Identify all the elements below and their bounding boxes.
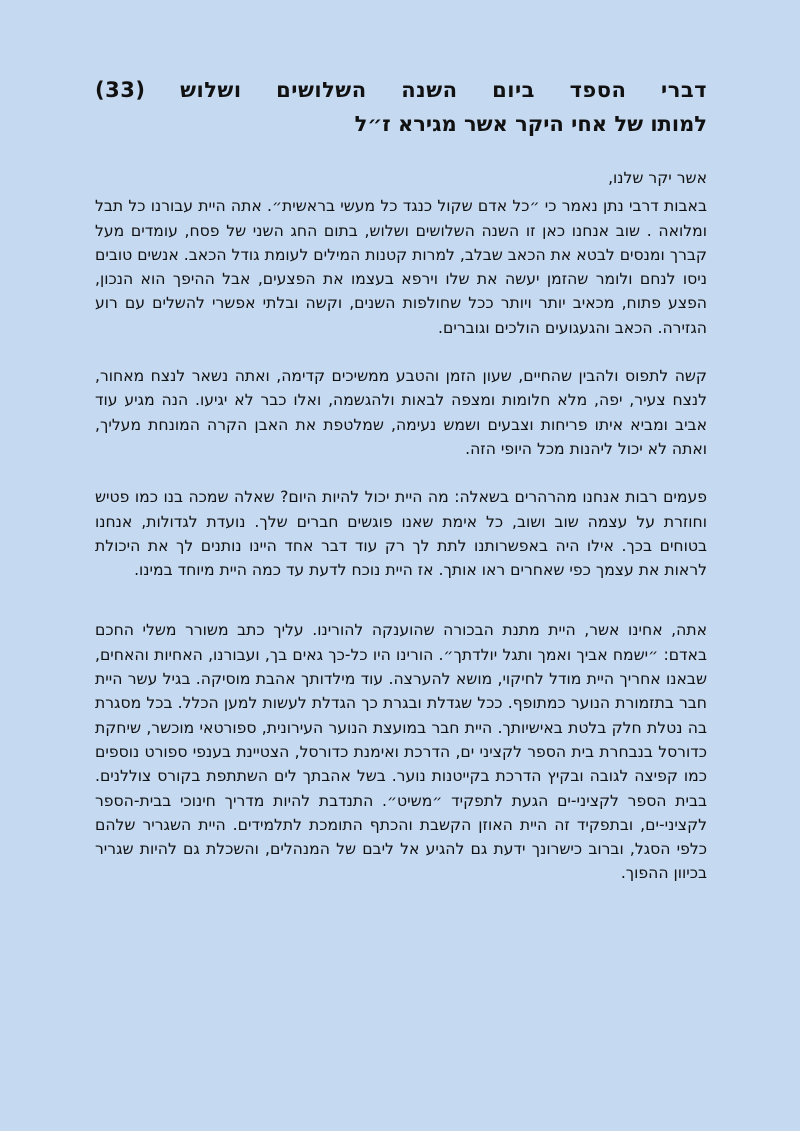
paragraph: פעמים רבות אנחנו מהרהרים בשאלה: מה היית יכול להיות היום? שאלה שמכה בנו כמו פטיש וחוזרת על עצמה שוב ושוב, כל אימת שאנו פוגשים חברים שלך. נועדת לגדולות, אנחנו בטוחים בכך. אילו היה באפשרותנו לתת לך רק עוד דבר אחד היינו נותנים לך את היכולת לראות את עצמך כפי שאחרים ראו אותך. אז היית נוכח לדעת עד כמה היית מיוחד במינו. — [95, 488, 707, 580]
title-word: ביום — [492, 78, 535, 102]
title-word: ושלוש — [180, 78, 242, 102]
paragraph: באבות דרבי נתן נאמר כי ״כל אדם שקול כנגד כל מעשי בראשית״. אתה היית עבורנו כל תבל ומלואה . שוב אנחנו כאן זו השנה השלושים ושלוש, בתום החג השני של פסח, עומדים מעל קברך ומנסים לבטא את הכאב שבלב, למרות קטנות המילים לעומת גודל הכאב. אנשים טובים ניסו לנחם ולומר שהזמן יעשה את שלו וירפא בעצמו את הפצעים, אבל ההיפך הוא הנכון, הפצע פתוח, מכאיב יותר ויותר ככל שחולפות השנים, וקשה ובלתי אפשרי להשלים עם רוע הגזירה. הכאב והגעגועים הולכים וגוברים. — [95, 197, 707, 337]
subtitle: למותו של אחי היקר אשר מגירא ז״ל — [354, 112, 707, 136]
eulogy-title — [95, 74, 707, 140]
title-word: הספד — [569, 78, 627, 102]
title-word: השלושים — [276, 78, 367, 102]
title-line — [95, 74, 707, 106]
title-number: (33) — [95, 78, 146, 102]
paragraph: אתה, אחינו אשר, היית מתנת הבכורה שהוענקה להורינו. עליך כתב משורר משלי החכם באדם: ״ישמח אביך ואמך ותגל יולדתך״. הורינו היו כל-כך גאים בך, ועבורנו, האחיות והאחים, שבאנו אחריך היית מודל לחיקוי, מושא להערצה. עוד מילדותך אהבת מוסיקה. בגיל עשר היית חבר בתזמורת הנוער כמתופף. ככל שגדלת ובגרת כך הגדלת לעשות למען הכלל. בכל מסגרת בה נטלת חלק בלטת באישיותך. היית חבר במועצת הנוער העירונית, ספורטאי מוכשר, שיחקת כדורסל בנבחרת בית הספר לקציני ים, הדרכת ואימנת כדורסל, הצטיינת בענפי ספורט נוספים כמו קפיצה לגובה ובקיץ הדרכת בקייטנות נוער. בשל אהבתך לים השתתפת בקורס צוללנים. בבית הספר לקציני-ים הגעת לתפקיד ״משיט״. התנדבת להיות מדריך חינוכי בבית-הספר לקציני-ים, ובתפקיד זה היית האוזן הקשבת והכתף התומכת לתלמידים. היית השגריר שלהם כלפי הסגל, וברוב כישרונך ידעת גם להגיע אל ליבם של המנהלים, והשכלת גם להיות שגריר בכיוון ההפוך. — [95, 621, 707, 883]
letter-body — [95, 166, 707, 886]
title-word: דברי — [661, 78, 707, 102]
title-word: השנה — [401, 78, 458, 102]
salutation: אשר יקר שלנו, — [608, 169, 707, 187]
paragraph: קשה לתפוס ולהבין שהחיים, שעון הזמן והטבע ממשיכים קדימה, ואתה נשאר לנצח מאחור, לנצח צעיר, יפה, מלא חלומות ומצפה לבאות ולהגשמה, ואלו כבר לא יגיעו. הנה מגיע עוד אביב ומביא איתו פריחות וצבעים ושמש נעימה, שמלטפת את האבן הקרה המונחת מעליך, ואתה לא יכול ליהנות מכל היופי הזה. — [95, 367, 707, 458]
